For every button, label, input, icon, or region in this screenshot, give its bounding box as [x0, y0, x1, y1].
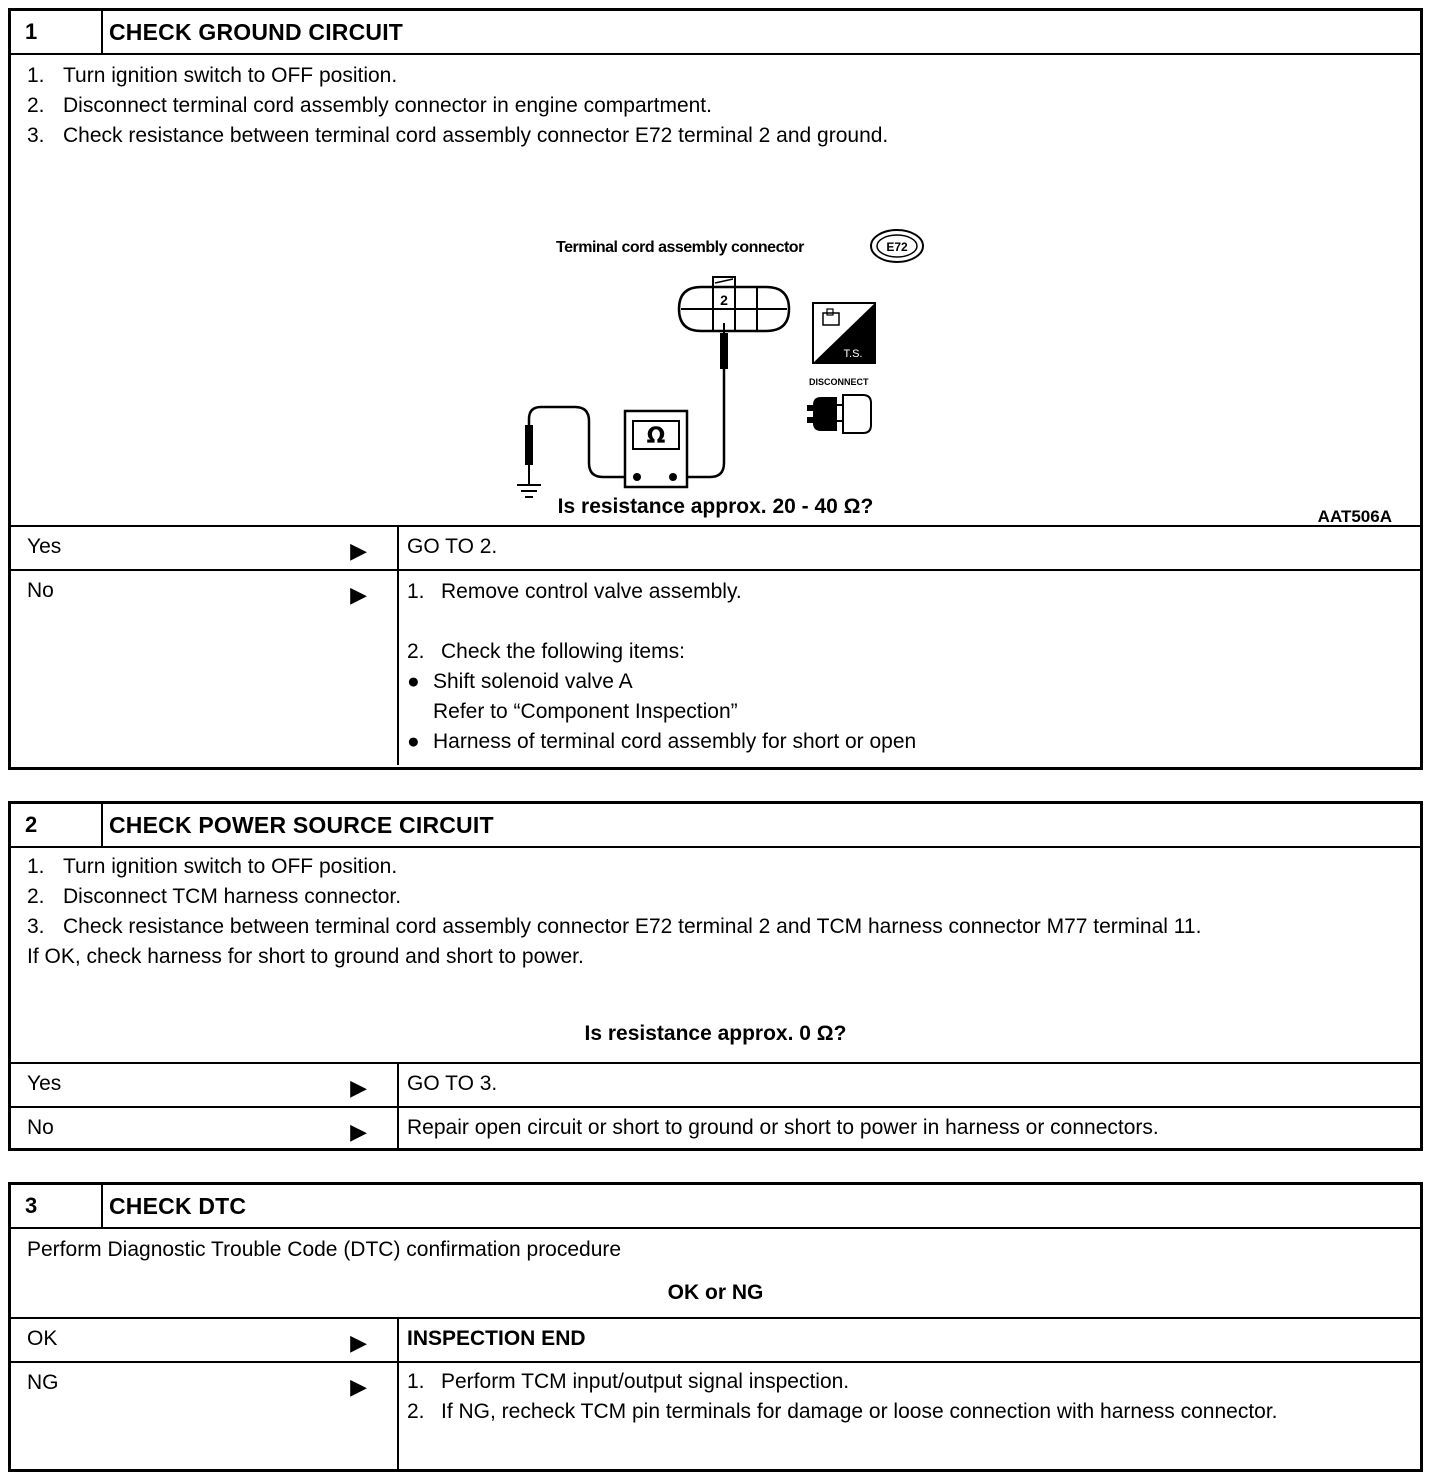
connector-icon	[679, 277, 789, 331]
bullet-item: ● Harness of terminal cord assembly for short or open	[407, 727, 1420, 757]
step-2-header	[11, 804, 1420, 848]
arrow-icon: ▶	[350, 1374, 367, 1399]
yes-result: GO TO 2.	[407, 535, 498, 558]
ng-label: NG	[27, 1371, 59, 1394]
ok-label-cell	[11, 1319, 399, 1361]
arrow-icon: ▶	[350, 1075, 367, 1100]
ng-result	[399, 1363, 1420, 1469]
result-line: 2. Check the following items:	[407, 640, 685, 663]
bullet-subtext: Refer to “Component Inspection”	[433, 700, 738, 723]
step-1-body	[11, 55, 1420, 525]
check-question: Is resistance approx. 0 Ω?	[584, 1022, 847, 1045]
connector-label: Terminal cord assembly connector	[556, 239, 804, 256]
bullet-icon: ●	[407, 730, 420, 753]
ohmmeter-icon	[625, 411, 687, 487]
disconnect-icon	[807, 395, 871, 433]
ok-row	[11, 1317, 1420, 1361]
instruction-text: Perform Diagnostic Trouble Code (DTC) confirmation procedure	[27, 1238, 622, 1261]
svg-text:E72: E72	[886, 240, 908, 254]
step-number: 3	[11, 1185, 103, 1227]
svg-text:2: 2	[720, 292, 728, 308]
svg-text:Ω: Ω	[646, 424, 666, 449]
no-row	[11, 569, 1420, 765]
step-1-block	[8, 8, 1423, 770]
no-label-cell	[11, 1108, 399, 1150]
ok-result: INSPECTION END	[407, 1327, 586, 1350]
resistance-check-diagram	[491, 215, 951, 505]
instruction-item: 3. Check resistance between terminal cord assembly connector E72 terminal 2 and ground.	[27, 124, 889, 147]
svg-text:T.S.: T.S.	[843, 348, 863, 360]
arrow-icon: ▶	[350, 538, 367, 563]
step-3-body	[11, 1229, 1420, 1317]
result-line: 1. Perform TCM input/output signal inspection.	[407, 1370, 850, 1393]
yes-label-cell	[11, 1064, 399, 1106]
yes-label: Yes	[27, 535, 62, 558]
no-label: No	[27, 1116, 54, 1139]
step-title: CHECK POWER SOURCE CIRCUIT	[109, 812, 494, 838]
instruction-list	[11, 848, 1420, 942]
instruction-item: 2. Disconnect TCM harness connector.	[27, 885, 402, 908]
ground-probe-icon	[517, 425, 541, 497]
instruction-item: 2. Disconnect terminal cord assembly connector in engine compartment.	[27, 94, 712, 117]
ng-label-cell	[11, 1363, 399, 1469]
step-3-header	[11, 1185, 1420, 1229]
figure-code: AAT506A	[1317, 507, 1392, 526]
disconnect-label: DISCONNECT	[809, 377, 869, 387]
instruction-list	[11, 55, 1420, 151]
step-number: 1	[11, 11, 103, 53]
arrow-icon: ▶	[350, 1119, 367, 1144]
instruction-item: 1. Turn ignition switch to OFF position.	[27, 64, 398, 87]
step-2-block	[8, 801, 1423, 1151]
yes-row	[11, 1062, 1420, 1106]
step-2-body	[11, 848, 1420, 1062]
instruction-item: 3. Check resistance between terminal cord assembly connector E72 terminal 2 and TCM harness connector M77 terminal 11.	[27, 915, 1202, 938]
no-row	[11, 1106, 1420, 1150]
no-label-cell	[11, 571, 399, 765]
no-result: Repair open circuit or short to ground or short to power in harness or connectors.	[407, 1116, 1159, 1139]
arrow-icon: ▶	[350, 582, 367, 607]
step-title: CHECK DTC	[109, 1193, 247, 1219]
yes-result: GO TO 3.	[407, 1072, 498, 1095]
check-question: Is resistance approx. 20 - 40 Ω?	[557, 495, 874, 518]
ok-label: OK	[27, 1327, 58, 1350]
check-question: OK or NG	[667, 1281, 764, 1304]
result-line: 2. If NG, recheck TCM pin terminals for damage or loose connection with harness connector.	[407, 1400, 1278, 1423]
bullet-item: ● Shift solenoid valve A	[407, 667, 1420, 697]
instruction-item: 1. Turn ignition switch to OFF position.	[27, 855, 398, 878]
connector-code-badge	[871, 230, 923, 262]
result-line: 1. Remove control valve assembly.	[407, 580, 742, 603]
no-label: No	[27, 579, 54, 602]
yes-label: Yes	[27, 1072, 62, 1095]
test-switch-icon	[813, 303, 875, 363]
step-1-header	[11, 11, 1420, 55]
step-3-block	[8, 1182, 1423, 1472]
no-result	[399, 571, 1420, 765]
step-title: CHECK GROUND CIRCUIT	[109, 19, 404, 45]
bullet-icon: ●	[407, 670, 420, 693]
yes-label-cell	[11, 527, 399, 569]
yes-row	[11, 525, 1420, 569]
step-number: 2	[11, 804, 103, 846]
ng-row	[11, 1361, 1420, 1469]
note-text: If OK, check harness for short to ground and short to power.	[27, 945, 584, 968]
arrow-icon: ▶	[350, 1330, 367, 1355]
